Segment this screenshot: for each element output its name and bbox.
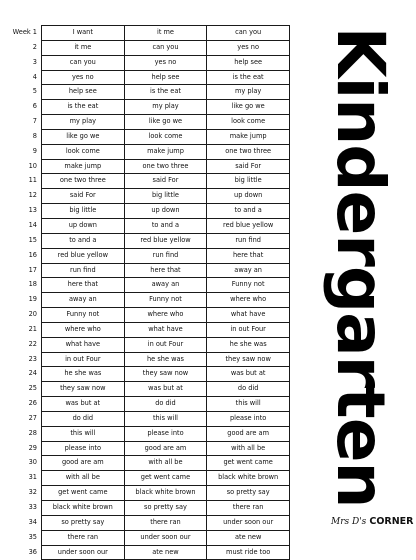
word-cell-col1: where who [42,322,125,337]
table-row [8,70,290,85]
word-cell-col2: he she was [124,352,207,367]
word-cell-col3: this will [207,397,290,412]
word-cell-col1: there ran [42,530,125,545]
word-cell-col2: to and a [124,218,207,233]
word-cell-col3: in out Four [207,322,290,337]
word-cell-col2: ate new [124,545,207,560]
table-row [8,322,290,337]
week-number: 19 [28,295,37,304]
week-number: 31 [28,473,37,482]
week-number: 34 [28,517,37,526]
week-number: 16 [28,250,37,259]
word-cell-col1: to and a [42,233,125,248]
word-cell-col2: do did [124,397,207,412]
table-row [8,174,290,189]
week-number: 30 [28,458,37,467]
word-cell-col1: it me [42,40,125,55]
table-row [8,263,290,278]
word-cell-col3: must ride too [207,545,290,560]
word-cell-col2: yes no [124,55,207,70]
table-row [8,441,290,456]
word-cell-col2: here that [124,263,207,278]
week-number: 10 [28,161,37,170]
brand-bold-text: CORNER [369,516,414,527]
word-cell-col2: is the eat [124,85,207,100]
word-cell-col1: said For [42,189,125,204]
week-number: 13 [28,206,37,215]
word-cell-col2: get went came [124,471,207,486]
table-row [8,471,290,486]
word-cell-col3: please into [207,411,290,426]
table-row [8,144,290,159]
word-cell-col3: with all be [207,441,290,456]
word-cell-col2: big little [124,189,207,204]
table-row [8,278,290,293]
week-number: 22 [28,339,37,348]
word-cell-col1: here that [42,278,125,293]
page-title: Kindergarten [322,26,399,508]
word-cell-col1: yes no [42,70,125,85]
word-cell-col3: big little [207,174,290,189]
word-cell-col3: run find [207,233,290,248]
week-number: 36 [28,547,37,556]
table-row [8,411,290,426]
week-number: 35 [28,532,37,541]
word-cell-col2: like go we [124,115,207,130]
week-number: 4 [32,72,37,81]
word-cell-col1: with all be [42,471,125,486]
table-row [8,397,290,412]
word-cell-col2: so pretty say [124,501,207,516]
table-row [8,530,290,545]
word-cell-col2: make jump [124,144,207,159]
word-cell-col3: he she was [207,337,290,352]
week-number: 24 [28,369,37,378]
week-number: 21 [28,324,37,333]
table-row [8,204,290,219]
word-cell-col3: look come [207,115,290,130]
week-number: 17 [28,265,37,274]
word-cell-col3: do did [207,382,290,397]
word-cell-col2: said For [124,174,207,189]
word-cell-col1: he she was [42,367,125,382]
word-cell-col1: in out Four [42,352,125,367]
word-cell-col3: ate new [207,530,290,545]
word-cell-col1: my play [42,115,125,130]
word-cell-col3: like go we [207,100,290,115]
word-cell-col1: away an [42,293,125,308]
week-number: Week 1 [12,28,37,36]
week-number: 11 [28,176,37,185]
word-cell-col1: run find [42,263,125,278]
table-row [8,456,290,471]
word-cell-col3: my play [207,85,290,100]
table-row [8,115,290,130]
word-cell-col3: make jump [207,129,290,144]
week-number: 26 [28,399,37,408]
word-cell-col2: they saw now [124,367,207,382]
word-cell-col3: is the eat [207,70,290,85]
word-cell-col2: with all be [124,456,207,471]
word-cell-col1: make jump [42,159,125,174]
table-row [8,352,290,367]
table-row [8,337,290,352]
week-number: 18 [28,280,37,289]
table-row [8,248,290,263]
word-cell-col2: up down [124,204,207,219]
word-cell-col1: like go we [42,129,125,144]
week-number: 23 [28,354,37,363]
title-container [322,26,399,508]
word-cell-col2: run find [124,248,207,263]
word-cell-col1: get went came [42,486,125,501]
week-number: 6 [32,102,37,111]
word-cell-col3: Funny not [207,278,290,293]
word-cell-col2: where who [124,308,207,323]
word-cell-col1: do did [42,411,125,426]
word-cell-col2: it me [124,26,207,41]
word-cell-col1: what have [42,337,125,352]
word-cell-col3: there ran [207,501,290,516]
week-number: 20 [28,310,37,319]
word-cell-col3: get went came [207,456,290,471]
word-cell-col2: red blue yellow [124,233,207,248]
word-cell-col1: is the eat [42,100,125,115]
word-cell-col3: red blue yellow [207,218,290,233]
word-cell-col3: where who [207,293,290,308]
brand-logo [331,516,413,527]
table-row [8,159,290,174]
table-row [8,218,290,233]
word-cell-col2: Funny not [124,293,207,308]
word-cell-col2: what have [124,322,207,337]
word-cell-col3: was but at [207,367,290,382]
word-cell-col3: to and a [207,204,290,219]
table-row [8,40,290,55]
brand-script-text: Mrs D's [331,517,367,527]
table-row [8,189,290,204]
week-number: 25 [28,384,37,393]
week-number: 8 [32,131,37,140]
week-number: 33 [28,503,37,511]
word-cell-col3: black white brown [207,471,290,486]
week-number: 12 [28,191,37,200]
word-cell-col1: help see [42,85,125,100]
word-cell-col3: up down [207,189,290,204]
word-cell-col3: can you [207,26,290,41]
table-row [8,293,290,308]
word-cell-col2: my play [124,100,207,115]
table-row [8,55,290,70]
word-cell-col1: so pretty say [42,515,125,530]
word-cell-col2: good are am [124,441,207,456]
week-number: 32 [28,488,37,497]
table-row [8,26,290,41]
word-cell-col2: under soon our [124,530,207,545]
week-number: 28 [28,428,37,437]
word-cell-col2: can you [124,40,207,55]
week-number: 9 [32,146,37,155]
word-cell-col1: can you [42,55,125,70]
table-row [8,129,290,144]
word-cell-col3: under soon our [207,515,290,530]
week-number: 5 [32,87,37,96]
word-cell-col1: I want [42,26,125,41]
word-cell-col1: look come [42,144,125,159]
word-cell-col3: said For [207,159,290,174]
word-cell-col1: black white brown [42,501,125,516]
week-number: 29 [28,443,37,452]
word-cell-col3: yes no [207,40,290,55]
word-cell-col3: so pretty say [207,486,290,501]
word-cell-col1: was but at [42,397,125,412]
word-cell-col2: one two three [124,159,207,174]
sight-word-table [8,25,290,560]
word-cell-col2: help see [124,70,207,85]
week-number: 7 [32,117,37,126]
word-cell-col1: they saw now [42,382,125,397]
week-number: 2 [32,42,37,51]
week-number: 15 [28,235,37,244]
word-cell-col2: was but at [124,382,207,397]
week-number: 27 [28,413,37,422]
table-row [8,515,290,530]
word-cell-col1: red blue yellow [42,248,125,263]
table-row [8,426,290,441]
table-row [8,382,290,397]
table-row [8,501,290,516]
word-cell-col1: under soon our [42,545,125,560]
word-cell-col2: away an [124,278,207,293]
week-number: 14 [28,220,37,229]
word-cell-col2: there ran [124,515,207,530]
word-cell-col2: please into [124,426,207,441]
word-cell-col1: Funny not [42,308,125,323]
word-cell-col1: please into [42,441,125,456]
table-row [8,100,290,115]
word-cell-col3: good are am [207,426,290,441]
word-cell-col2: in out Four [124,337,207,352]
word-cell-col2: look come [124,129,207,144]
word-cell-col3: here that [207,248,290,263]
table-row [8,545,290,560]
word-cell-col1: this will [42,426,125,441]
word-cell-col3: they saw now [207,352,290,367]
word-cell-col1: good are am [42,456,125,471]
table-row [8,486,290,501]
word-cell-col3: one two three [207,144,290,159]
sight-word-table-body [8,26,290,560]
word-cell-col2: black white brown [124,486,207,501]
table-row [8,308,290,323]
word-cell-col1: one two three [42,174,125,189]
word-cell-col2: this will [124,411,207,426]
word-cell-col3: away an [207,263,290,278]
word-cell-col3: what have [207,308,290,323]
table-row [8,367,290,382]
word-cell-col1: big little [42,204,125,219]
week-number: 3 [32,57,37,66]
table-row [8,233,290,248]
table-row [8,85,290,100]
word-cell-col3: help see [207,55,290,70]
word-cell-col1: up down [42,218,125,233]
